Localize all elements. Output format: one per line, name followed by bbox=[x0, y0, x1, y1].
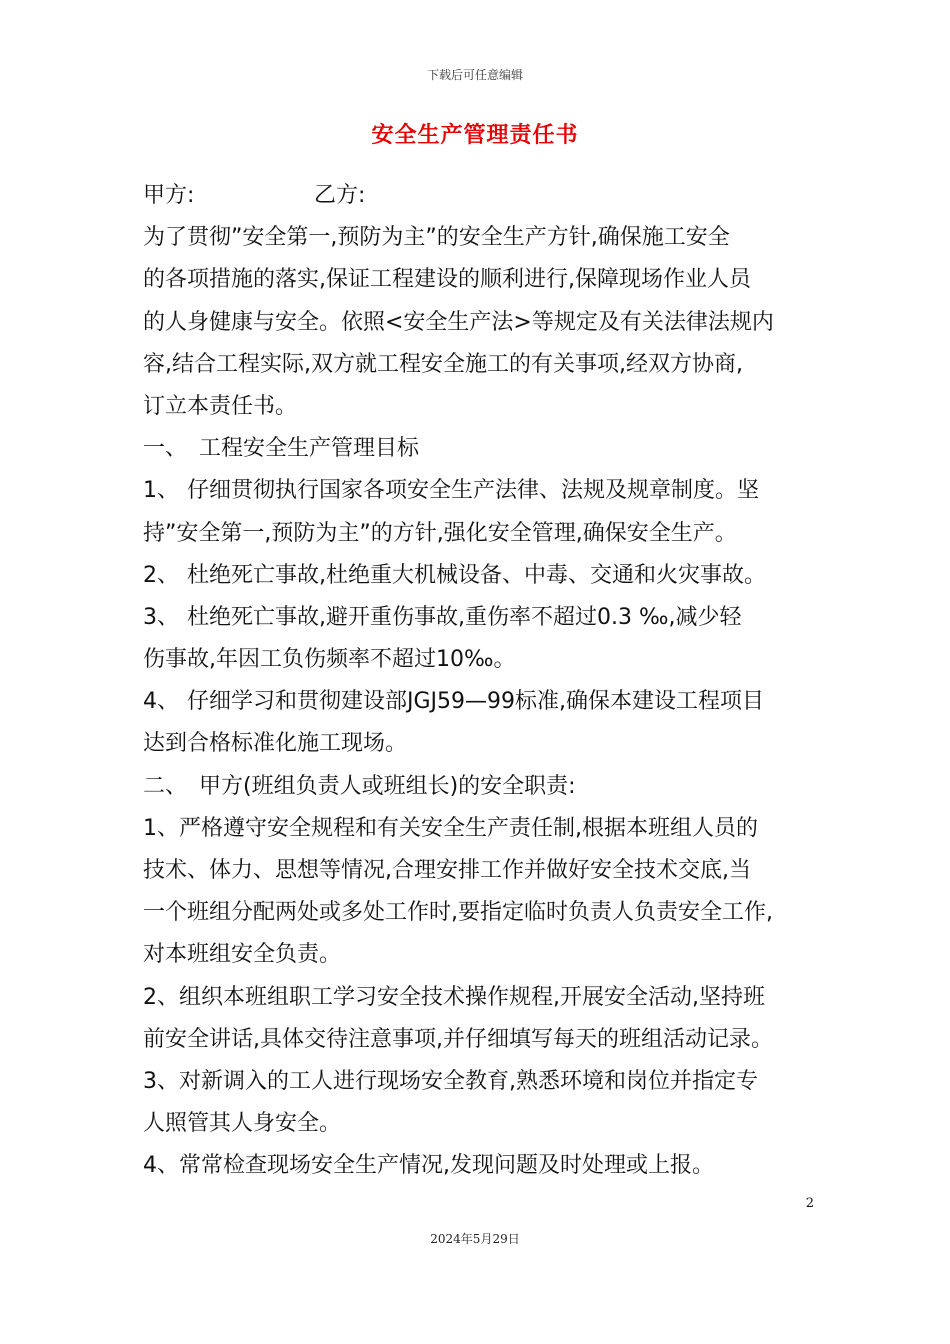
item-text: 杜绝死亡事故,避开重伤事故,重伤率不超过0.3 ‰,减少轻 bbox=[187, 604, 742, 630]
intro-line: 为了贯彻”安全第一,预防为主”的安全生产方针,确保施工安全 bbox=[143, 225, 730, 251]
party-b-label: 乙方: bbox=[314, 183, 366, 208]
duty-item-4: 4、常常检查现场安全生产情况,发现问题及时处理或上报。 bbox=[143, 1153, 714, 1179]
duty-item-1: 1、严格遵守安全规程和有关安全生产责任制,根据本班组人员的 bbox=[143, 815, 758, 841]
duty-item-1-cont: 技术、体力、思想等情况,合理安排工作并做好安全技术交底,当 bbox=[143, 858, 751, 883]
duty-item-2: 2、组织本班组职工学习安全技术操作规程,开展安全活动,坚持班 bbox=[143, 984, 765, 1010]
document-body bbox=[143, 175, 811, 1188]
section-1-number: 一、 bbox=[143, 436, 188, 462]
section-2-number: 二、 bbox=[143, 773, 188, 799]
duty-item-1-cont: 对本班组安全负责。 bbox=[143, 942, 342, 968]
goal-item-1-cont: 持”安全第一,预防为主”的方针,强化安全管理,确保安全生产。 bbox=[143, 520, 737, 546]
item-text: 仔细学习和贯彻建设部JGJ59—99标准,确保本建设工程项目 bbox=[187, 689, 765, 715]
page-number: 2 bbox=[805, 1196, 814, 1211]
item-text: 杜绝死亡事故,杜绝重大机械设备、中毒、交通和火灾事故。 bbox=[187, 562, 766, 588]
item-number: 2、 bbox=[143, 562, 179, 588]
duty-item-2-cont: 前安全讲话,具体交待注意事项,并仔细填写每天的班组活动记录。 bbox=[143, 1026, 773, 1052]
section-2-heading bbox=[143, 766, 811, 808]
duty-item-3: 3、对新调入的工人进行现场安全教育,熟悉环境和岗位并指定专 bbox=[143, 1068, 758, 1094]
section-1-heading bbox=[143, 428, 811, 470]
section-2-title: 甲方(班组负责人或班组长)的安全职责: bbox=[199, 773, 576, 799]
goal-item-4 bbox=[143, 681, 811, 723]
intro-line: 订立本责任书。 bbox=[143, 393, 298, 419]
document-title: 安全生产管理责任书 bbox=[371, 123, 579, 148]
duty-item-1-cont: 一个班组分配两处或多处工作时,要指定临时负责人负责安全工作, bbox=[143, 900, 773, 926]
goal-item-4-cont: 达到合格标准化施工现场。 bbox=[143, 731, 408, 757]
duty-item-3-cont: 人照管其人身安全。 bbox=[143, 1111, 342, 1137]
intro-line: 容,结合工程实际,双方就工程安全施工的有关事项,经双方协商, bbox=[143, 351, 743, 377]
footer-date: 2024年5月29日 bbox=[430, 1232, 520, 1246]
goal-item-1 bbox=[143, 470, 811, 512]
item-number: 3、 bbox=[143, 604, 179, 630]
goal-item-3 bbox=[143, 597, 811, 639]
intro-line: 的人身健康与安全。依照<安全生产法>等规定及有关法律法规内 bbox=[143, 309, 774, 335]
parties-line bbox=[143, 175, 811, 217]
item-text: 仔细贯彻执行国家各项安全生产法律、法规及规章制度。坚 bbox=[187, 478, 760, 504]
party-a-label: 甲方: bbox=[143, 183, 195, 208]
goal-item-2 bbox=[143, 555, 811, 597]
item-number: 1、 bbox=[143, 478, 179, 504]
goal-item-3-cont: 伤事故,年因工负伤频率不超过10‰。 bbox=[143, 647, 516, 673]
section-1-title: 工程安全生产管理目标 bbox=[199, 436, 420, 462]
header-note: 下载后可任意编辑 bbox=[426, 68, 523, 82]
item-number: 4、 bbox=[143, 689, 179, 715]
intro-line: 的各项措施的落实,保证工程建设的顺利进行,保障现场作业人员 bbox=[143, 267, 751, 293]
